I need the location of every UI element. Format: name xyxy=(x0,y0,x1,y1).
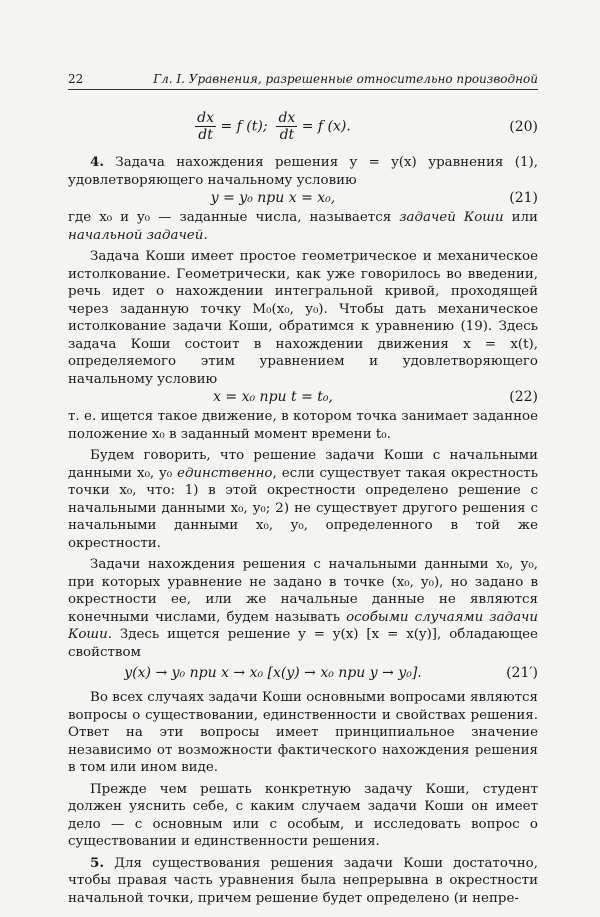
paragraph-special-cases: Задачи нахождения решения с начальными данными x₀, y₀, при которых уравнение не задано в точке (x₀, y₀), но задано в окрестности ее, или же начальные данные не являются конечными числами, будем называть особыми случаями задачи Коши. Здесь ищется решение y = y(x) [x = x(y)], обладающее свойством xyxy=(68,557,539,660)
page-number: 22 xyxy=(68,72,84,86)
fraction-dx-dt: $\frac{dx}{dt}$ xyxy=(197,110,214,143)
equation-21: y = y₀ при x = x₀, (21) xyxy=(210,190,538,206)
section-number: 5. xyxy=(90,854,104,871)
fraction-dx-dt: $\frac{dx}{dt}$ xyxy=(278,110,296,143)
book-page xyxy=(68,72,538,907)
equation-20 xyxy=(68,110,538,146)
equation-number: (21) xyxy=(509,190,538,206)
equation-number: (20) xyxy=(509,119,538,135)
equation-number: (21′) xyxy=(506,665,538,681)
paragraph-4: 4. Задача нахождения решения y = y(x) уравнения (1), удовлетворяющего начальному условию xyxy=(68,154,538,188)
equation-21-prime: y(x) → y₀ при x → x₀ [x(y) → x₀ при y → y₀]. (21′) xyxy=(124,665,538,681)
running-header xyxy=(68,72,538,90)
paragraph-5: 5. Для существования решения задачи Коши достаточно, чтобы правая часть уравнения была непрерывна в окрестности начальной точки, причем решение будет определено (и непре- xyxy=(68,854,538,906)
equation-rhs: = f (t); xyxy=(216,118,277,135)
paragraph-motion: т. е. ищется такое движение, в котором точка занимает заданное положение x₀ в заданный момент времени t₀. xyxy=(68,409,538,442)
term-unique: единственно xyxy=(177,465,273,481)
equation-22: x = x₀ при t = t₀, (22) xyxy=(213,389,538,405)
term-special-cases: особыми случаями задачи Коши xyxy=(68,609,539,642)
running-title: Гл. I. Уравнения, разрешенные относительно производной xyxy=(153,72,538,86)
paragraph-student-advice: Прежде чем решать конкретную задачу Коши, студент должен уяснить себе, с каким случаем задачи Коши он имеет дело — с основным или с особым, и исследовать вопрос о существовании и единственности решения. xyxy=(68,781,538,849)
term-initial-problem: начальной задачей xyxy=(68,227,204,243)
paragraph-uniqueness: Будем говорить, что решение задачи Коши с начальными данными x₀, y₀ единственно, если существует такая окрестность точки x₀, что: 1) в этой окрестности определено решение с начальными данными x₀, y₀; 2) не существует другого решения с начальными данными x₀, y₀, определенного в той же окрестности. xyxy=(68,448,538,551)
term-cauchy-problem: задачей Коши xyxy=(399,210,504,225)
paragraph-interpretation: Задача Коши имеет простое геометрическое и механическое истолкование. Геометрически, как уже говорилось во введении, речь идет о нахождении интегральной кривой, проходящей через заданную точку M₀(x₀, y₀). Чтобы дать механическое истолкование задачи Коши, обратимся к уравнению (19). Здесь задача Коши состоит в нахождении движения x = x(t), определяемого этим уравнением и удовлетворяющего начальному условию xyxy=(68,249,538,387)
equation-number: (22) xyxy=(509,389,538,405)
paragraph-cauchy-definition: где x₀ и y₀ — заданные числа, называется задачей Коши или начальной задачей. xyxy=(68,210,538,243)
paragraph-main-questions: Во всех случаях задачи Коши основными вопросами являются вопросы о существовании, единственности и свойствах решения. Ответ на эти вопросы имеет принципиальное значение независимо от возможности фактического нахождения решения в том или ином виде. xyxy=(68,690,538,775)
section-number: 4. xyxy=(90,154,104,170)
equation-rhs: = f (x). xyxy=(297,118,351,135)
